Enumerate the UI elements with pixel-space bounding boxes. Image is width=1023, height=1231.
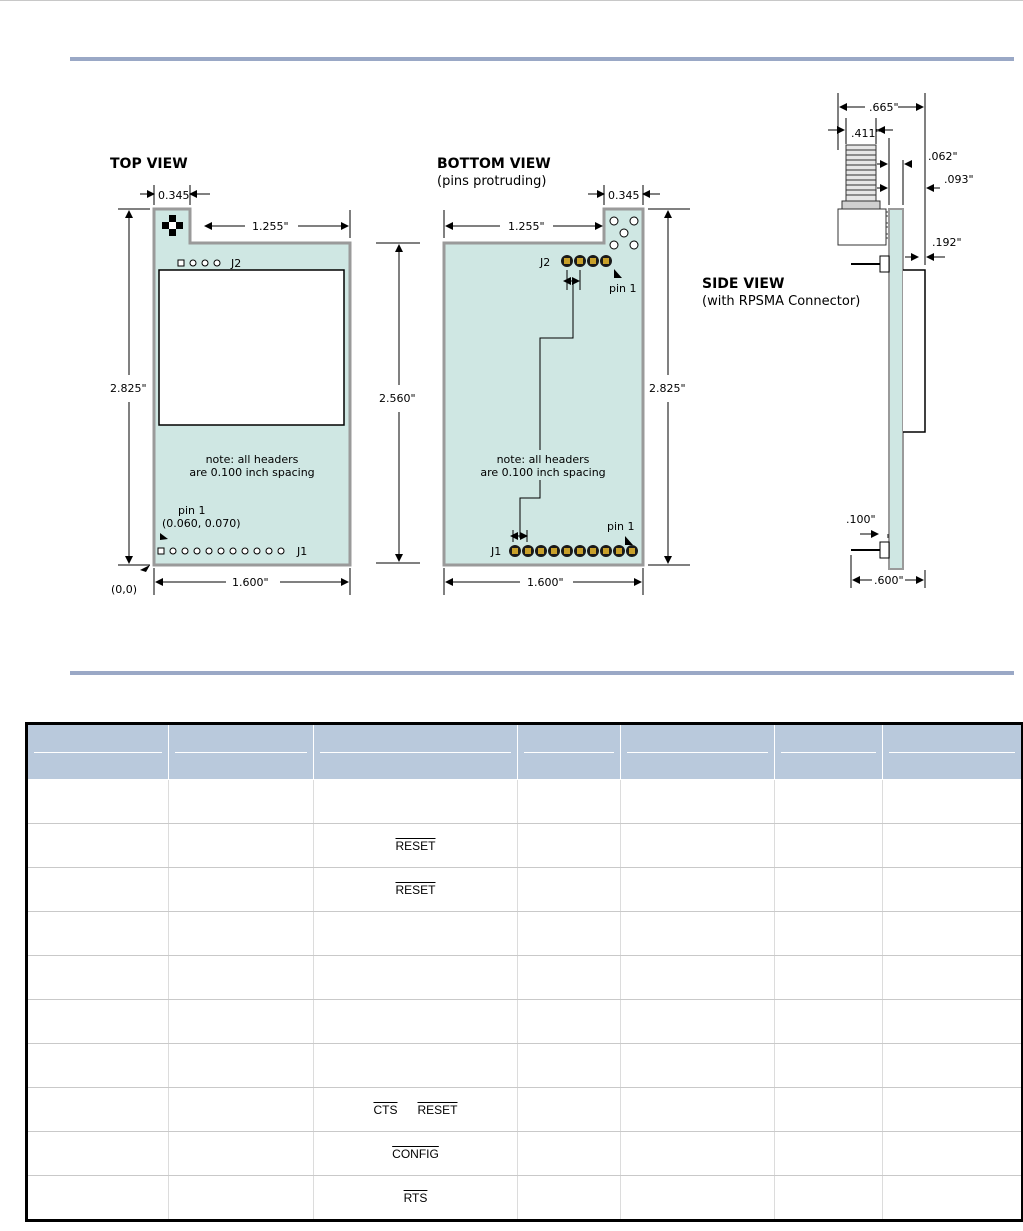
top-dim-height: 2.825"	[110, 382, 147, 395]
top-dim-width-upper: 1.255"	[252, 220, 289, 233]
bottom-note-line1: note: all headers	[496, 453, 590, 466]
signal-cell	[314, 824, 518, 868]
side-dim-100: .100"	[846, 513, 876, 526]
signal-cell	[314, 912, 518, 956]
top-j2-label: J2	[231, 257, 242, 270]
origin-pointer-icon	[140, 565, 150, 572]
side-dim-192: .192"	[932, 236, 962, 249]
top-j1-pin1-coords: (0.060, 0.070)	[162, 517, 241, 530]
bottom-j1-pin1: pin 1	[607, 520, 635, 533]
section-rule-bottom	[70, 671, 1014, 675]
bottom-dim-height: 2.825"	[649, 382, 686, 395]
signal-config: CONFIG	[392, 1146, 439, 1161]
top-shield-can	[159, 270, 344, 425]
bottom-j2-label: J2	[540, 256, 551, 269]
table-header-cell	[883, 724, 1023, 780]
side-dim-665: .665"	[869, 101, 899, 114]
table-row	[27, 1088, 1023, 1132]
mechanical-drawing	[0, 60, 1023, 660]
signal-reset: RESET	[395, 838, 436, 853]
table-header-row	[27, 724, 1023, 780]
side-shield-can	[903, 270, 925, 432]
dim-2560: 2.560"	[379, 392, 416, 405]
rpsma-connector	[838, 145, 896, 245]
signal-cell	[314, 1132, 518, 1176]
signal-cell	[314, 780, 518, 824]
table-header-cell	[27, 724, 169, 780]
signal-cell	[314, 1000, 518, 1044]
side-dim-062: .062"	[928, 150, 958, 163]
signal-reset: RESET	[395, 882, 436, 897]
table-header-cell	[621, 724, 775, 780]
table-row	[27, 824, 1023, 868]
table-row	[27, 1044, 1023, 1088]
bottom-view-title: BOTTOM VIEW	[437, 156, 551, 172]
top-dim-notch: 0.345	[158, 189, 190, 202]
side-dim-411: .411"	[851, 127, 881, 140]
bottom-view	[437, 156, 690, 595]
table-header-cell	[169, 724, 314, 780]
table-header-cell	[314, 724, 518, 780]
bottom-dim-width-upper: 1.255"	[508, 220, 545, 233]
table-header-cell	[518, 724, 621, 780]
side-view-title: SIDE VIEW	[702, 276, 785, 292]
signal-cell	[314, 1044, 518, 1088]
top-note-line2: are 0.100 inch spacing	[189, 466, 315, 479]
signal-cts: $\overline{CTS}$	[373, 1102, 398, 1117]
table-row	[27, 868, 1023, 912]
bottom-j2-pin1: pin 1	[609, 282, 637, 295]
top-border	[0, 0, 1023, 1]
pin-signal-table	[25, 722, 1023, 1222]
signal-cell	[314, 868, 518, 912]
side-dim-600: .600"	[874, 574, 904, 587]
top-note-line1: note: all headers	[205, 453, 299, 466]
signal-cell	[314, 956, 518, 1000]
table-row	[27, 912, 1023, 956]
table-row	[27, 956, 1023, 1000]
side-view	[702, 93, 974, 588]
side-view-subtitle: (with RPSMA Connector)	[702, 294, 861, 309]
signal-cell	[314, 1176, 518, 1221]
origin-label: (0,0)	[111, 583, 138, 596]
table-row	[27, 780, 1023, 824]
signal-cell	[314, 1088, 518, 1132]
signal-reset: RESET	[417, 1102, 458, 1117]
signal-rts: $\overline{RTS}$	[403, 1190, 428, 1205]
bottom-view-subtitle: (pins protruding)	[437, 174, 547, 189]
bottom-dim-width: 1.600"	[527, 576, 564, 589]
top-view	[110, 156, 350, 596]
bottom-dim-notch: 0.345	[608, 189, 640, 202]
bottom-note-line2: are 0.100 inch spacing	[480, 466, 606, 479]
table-row	[27, 1132, 1023, 1176]
bottom-j1-label: J1	[491, 545, 502, 558]
side-board	[889, 209, 903, 569]
top-dim-width: 1.600"	[232, 576, 269, 589]
top-view-title: TOP VIEW	[110, 156, 188, 172]
table-row	[27, 1000, 1023, 1044]
side-dim-093: .093"	[944, 173, 974, 186]
middle-dimension	[376, 243, 420, 563]
top-j1-pin1: pin 1	[178, 504, 206, 517]
table-row	[27, 1176, 1023, 1221]
top-j1-label: J1	[297, 545, 308, 558]
table-header-cell	[775, 724, 883, 780]
